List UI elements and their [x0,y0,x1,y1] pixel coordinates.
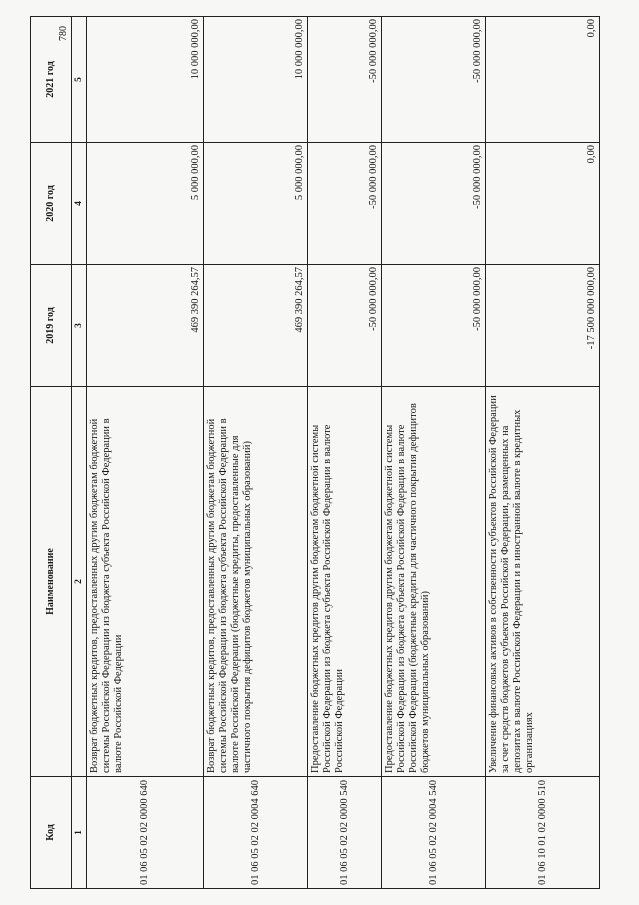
row-2019: -17 500 000 000,00 [486,265,600,387]
row-2020: 0,00 [486,143,600,265]
row-2019: 469 390 264,57 [87,265,204,387]
row-2020: -50 000 000,00 [382,143,486,265]
header-2021: 2021 год [31,17,72,143]
row-2021: 10 000 000,00 [204,17,308,143]
row-code: 01 06 05 02 02 0000 640 [87,777,204,889]
row-name: Возврат бюджетных кредитов, предоставленных другим бюджетам бюджетной системы Российской Федерации из бюджета субъекта Российской Федерации в валюте Российской Федерации (бюджетные кредиты, предоставленные для частичного покрытия дефицитов бюджетов муниципальных образований) [204,387,308,777]
row-2019: -50 000 000,00 [308,265,382,387]
table-row [382,17,486,889]
row-code: 01 06 05 02 02 0004 640 [204,777,308,889]
header-row [31,17,72,889]
column-number: 2 [72,387,87,777]
row-name: Увеличение финансовых активов в собственности субъектов Российской Федерации за счет средств бюджетов субъектов Российской Федерации, размещенных на депозитах в валюте Российской Федерации и в иностранной валюте в кредитных организациях [486,387,600,777]
column-number: 1 [72,777,87,889]
header-name: Наименование [31,387,72,777]
table-row [204,17,308,889]
row-2019: 469 390 264,57 [204,265,308,387]
column-number: 3 [72,265,87,387]
row-code: 01 06 05 02 02 0000 540 [308,777,382,889]
column-number: 5 [72,17,87,143]
row-code: 01 06 10 01 02 0000 510 [486,777,600,889]
row-2021: -50 000 000,00 [308,17,382,143]
row-2020: 5 000 000,00 [87,143,204,265]
header-2020: 2020 год [31,143,72,265]
row-name: Предоставление бюджетных кредитов другим бюджетам бюджетной системы Российской Федерации из бюджета субъекта Российской Федерации в валюте Российской Федерации [308,387,382,777]
page-number: 780 [58,26,69,41]
column-number-row [72,17,87,889]
budget-table [30,16,600,889]
row-2021: 10 000 000,00 [87,17,204,143]
row-2020: -50 000 000,00 [308,143,382,265]
row-2021: 0,00 [486,17,600,143]
row-2021: -50 000 000,00 [382,17,486,143]
row-code: 01 06 05 02 02 0004 540 [382,777,486,889]
table-row [87,17,204,889]
row-2020: 5 000 000,00 [204,143,308,265]
row-name: Возврат бюджетных кредитов, предоставленных другим бюджетам бюджетной системы Российской Федерации из бюджета субъекта Российской Федерации в валюте Российской Федерации [87,387,204,777]
row-name: Предоставление бюджетных кредитов другим бюджетам бюджетной системы Российской Федерации из бюджета субъекта Российской Федерации в валюте Российской Федерации (бюджетные кредиты для частичного покрытия дефицитов бюджетов муниципальных образований) [382,387,486,777]
row-2019: -50 000 000,00 [382,265,486,387]
table-row [308,17,382,889]
column-number: 4 [72,143,87,265]
header-code: Код [31,777,72,889]
table-row [486,17,600,889]
header-2019: 2019 год [31,265,72,387]
